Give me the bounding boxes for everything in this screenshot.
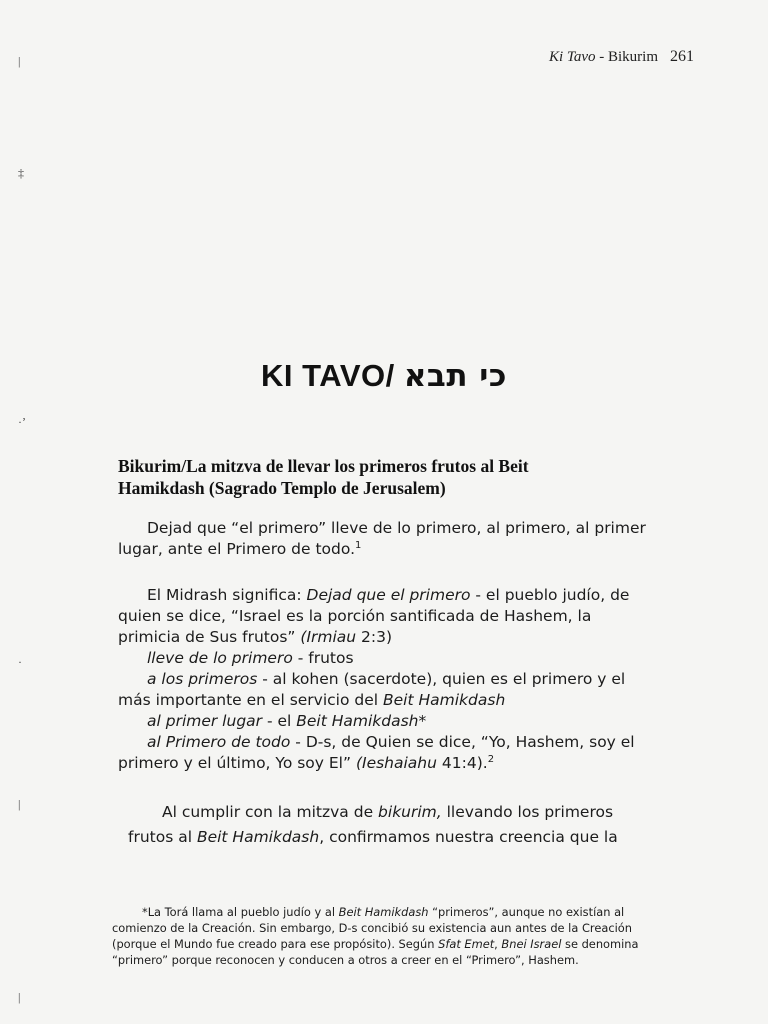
text-span-italic: al Primero de todo [147,733,291,751]
section-heading-line: Bikurim/La mitzva de llevar los primeros frutos al Beit [118,456,529,476]
text-span-italic: al primer lugar [147,712,263,730]
text-line [118,648,693,669]
text-span: Al cumplir con la mitzva de [162,803,379,821]
margin-mark: | [18,54,21,68]
footnote-line [112,936,698,952]
text-line [118,627,693,648]
header-title-italic: Ki Tavo [548,49,596,65]
text-span: El Midrash significa: [147,586,307,604]
text-line [118,669,693,690]
footnote-line [112,904,698,920]
text-span-italic: Sfat Emet [438,937,495,951]
text-span-italic: (Irmiau [300,628,357,646]
text-line [128,825,668,850]
text-span-italic: (Ieshaiahu [355,754,437,772]
text-span: se denomina [561,937,639,951]
text-span: primicia de Sus frutos” [118,628,301,646]
text-line [128,800,668,825]
section-heading [118,455,693,499]
section-heading-line: Hamikdash (Sagrado Templo de Jerusalem) [118,478,446,498]
text-span: lugar, ante el Primero de todo. [118,540,355,558]
paragraph-midrash [118,585,693,774]
footnote-ref: 2 [487,753,495,765]
text-span: , confirmamos nuestra creencia que la [319,828,618,846]
chapter-title [0,358,768,394]
text-span-italic: Beit Hamikdash [338,905,429,919]
page-number: 261 [670,48,694,65]
text-line [118,539,693,560]
margin-mark: ·ʼ [18,415,26,429]
text-span: 2:3) [356,628,393,646]
text-span-italic: a los primeros [147,670,258,688]
chapter-title-latin: KI TAVO/ [261,358,404,393]
text-line [118,690,693,711]
text-line [118,711,693,732]
text-span: - D-s, de Quien se dice, “Yo, Hashem, soy el [290,733,635,751]
text-span-italic: bikurim, [378,803,442,821]
footnote-line: “primero” porque reconocen y conducen a otros a creer en el “Primero”, Hashem. [112,953,579,967]
chapter-title-hebrew: כי תבא [403,358,507,394]
paragraph-intro [118,518,693,560]
text-span-italic: lleve de lo primero [147,649,293,667]
text-span: llevando los primeros [441,803,614,821]
text-span: - al kohen (sacerdote), quien es el primero y el [257,670,626,688]
text-span: más importante en el servicio del [118,691,384,709]
margin-mark: | [18,797,21,811]
text-line [118,753,693,774]
text-span: , [494,937,502,951]
text-line [118,585,693,606]
text-line: quien se dice, “Israel es la porción santificada de Hashem, la [118,607,592,625]
text-line: Dejad que “el primero” lleve de lo primero, al primero, al primer [147,519,646,537]
text-span-italic: Dejad que el primero [306,586,471,604]
text-span-italic: Beit Hamikdash [383,691,506,709]
footnote [112,904,698,968]
header-title-rest: - Bikurim [595,49,658,65]
margin-mark: | [18,990,21,1004]
text-span-italic: Beit Hamikdash [196,828,320,846]
text-span: “primeros”, aunque no existían al [428,905,625,919]
text-span: (porque el Mundo fue creado para ese propósito). Según [112,937,439,951]
text-span: primero y el último, Yo soy El” [118,754,356,772]
text-span: - frutos [292,649,354,667]
margin-mark: ‡ [18,166,24,180]
paragraph-bikurim [128,800,668,850]
text-span: frutos al [128,828,197,846]
text-span: - el pueblo judío, de [470,586,630,604]
text-span: - el [262,712,297,730]
footnote-line: comienzo de la Creación. Sin embargo, D-s concibió su existencia aun antes de la Creación [112,921,632,935]
text-span: *La Torá llama al pueblo judío y al [142,905,339,919]
running-header [549,48,694,66]
text-line [118,732,693,753]
text-span-italic: Beit Hamikdash* [296,712,427,730]
text-span: 41:4). [436,754,488,772]
margin-mark: · [18,655,22,669]
footnote-ref: 1 [355,539,362,551]
text-span-italic: Bnei Israel [501,937,562,951]
